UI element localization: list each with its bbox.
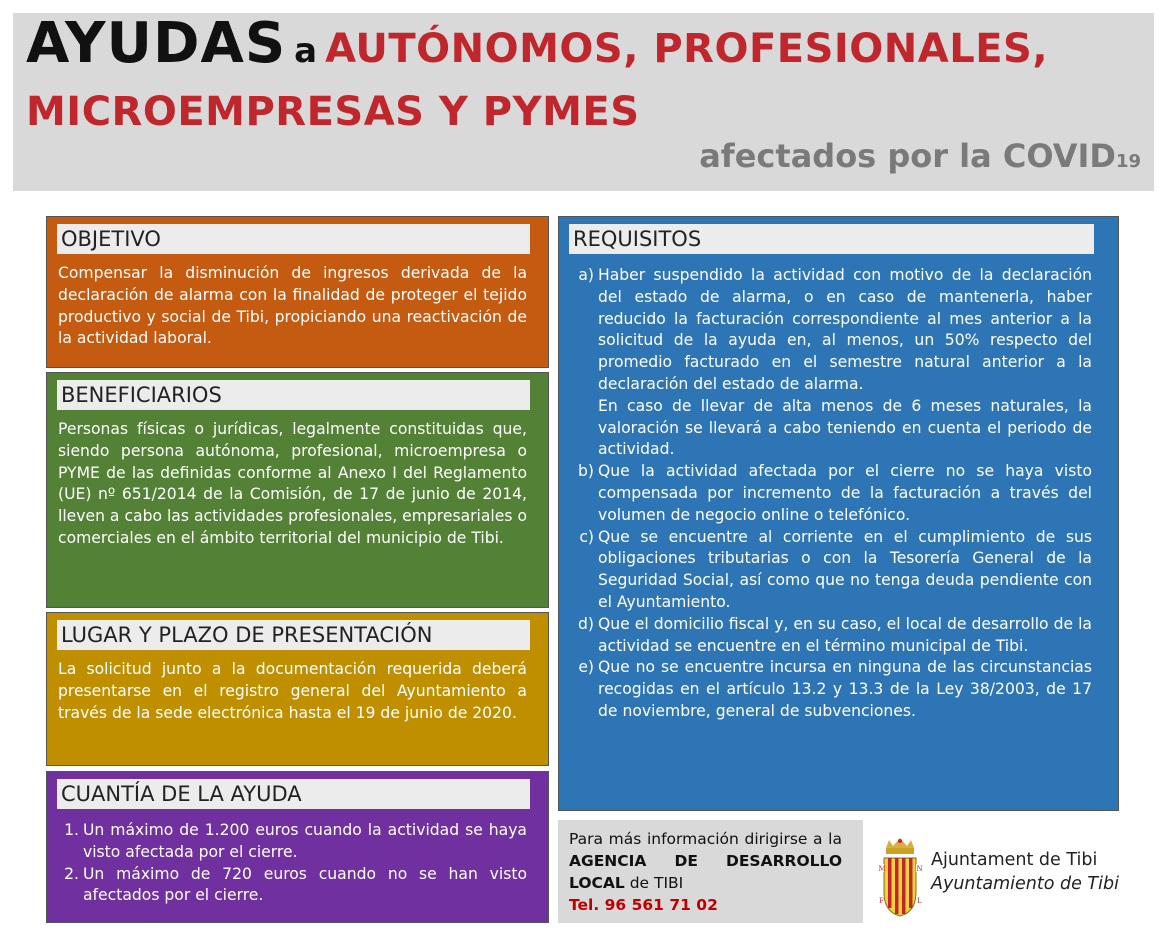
list-marker: 1.: [64, 821, 79, 839]
objetivo-text: Compensar la disminución de ingresos derivada de la declaración de alarma con la finalidad de proteger el tejido productivo y social de Tibi, propiciando una reactivación de la actividad laboral.: [58, 264, 527, 348]
title-line-2: MICROEMPRESAS Y PYMES: [26, 89, 640, 135]
title-line-1: [26, 11, 1049, 76]
lugar-text: La solicitud junto a la documentación requerida deberá presentarse en el registro general del Ayuntamiento a través de la sede electrónica hasta el 19 de junio de 2020.: [58, 660, 527, 722]
logo-line-1: Ajuntament de Tibi: [931, 850, 1098, 870]
list-marker: 2.: [64, 864, 79, 883]
info-phone: Tel. 96 561 71 02: [569, 896, 718, 914]
list-item: [51, 820, 527, 864]
cuantia-title: CUANTÍA DE LA AYUDA: [57, 779, 530, 809]
svg-text:F: F: [879, 897, 884, 905]
list-marker: b): [578, 462, 594, 481]
list-item: [566, 461, 1092, 526]
coat-of-arms-icon: [878, 838, 922, 918]
requisitos-box: [558, 216, 1119, 811]
title-ayudas: AYUDAS: [26, 11, 287, 76]
title-autonomos: AUTÓNOMOS, PROFESIONALES,: [325, 26, 1049, 72]
svg-text:N: N: [916, 865, 923, 873]
beneficiarios-box: [46, 372, 549, 608]
beneficiarios-title: BENEFICIARIOS: [57, 380, 530, 410]
list-item: [566, 614, 1092, 658]
logo-line-2: Ayuntamiento de Tibi: [931, 874, 1119, 894]
list-marker: d): [578, 614, 594, 633]
list-item-text: Que el domicilio fiscal y, en su caso, el local de desarrollo de la actividad se encuentre en el término municipal de Tibi.: [598, 614, 1092, 655]
objetivo-title: OBJETIVO: [57, 224, 530, 254]
list-marker: a): [578, 266, 594, 284]
svg-text:L: L: [917, 897, 922, 905]
info-box: [558, 820, 863, 923]
title-line-3: [699, 137, 1141, 175]
objetivo-box: [46, 216, 549, 368]
list-item-text: Que no se encuentre incursa en ninguna de las circunstancias recogidas en el artículo 13.2 y 13.3 de la Ley 38/2003, de 17 de noviembre, general de subvenciones.: [598, 658, 1092, 720]
list-item-text: Un máximo de 720 euros cuando no se han visto afectados por el cierre.: [83, 864, 527, 905]
ayuntamiento-logo: [878, 838, 1118, 918]
lugar-title: LUGAR Y PLAZO DE PRESENTACIÓN: [57, 620, 530, 650]
title-afectados: afectados por la COVID: [699, 137, 1116, 175]
lugar-box: [46, 612, 549, 766]
info-post: de TIBI: [629, 874, 684, 892]
requisitos-list: [566, 265, 1092, 723]
list-item-text: Haber suspendido la actividad con motivo de la declaración del estado de alarma, o en caso de mantenerla, haber reducido la facturación correspondiente al mes anterior a la solicitud de la ayuda en, al menos, un 50% respecto del promedio facturado en el semestre natural anterior a la declaración del estado de alarma.: [598, 266, 1092, 393]
list-item-extra-text: En caso de llevar de alta menos de 6 meses naturales, la valoración se llevará a cabo teniendo en cuenta el periodo de actividad.: [598, 396, 1092, 459]
cuantia-box: [46, 771, 549, 923]
list-item-text: Que la actividad afectada por el cierre no se haya visto compensada por incremento de la facturación a través del volumen de negocio online o telefónico.: [598, 462, 1092, 524]
info-pre: Para más información dirigirse a la: [569, 830, 842, 848]
list-item-text: Un máximo de 1.200 euros cuando la actividad se haya visto afectada por el cierre.: [83, 821, 527, 861]
beneficiarios-text: Personas físicas o jurídicas, legalmente constituidas que, siendo persona autónoma, profesional, microempresa o PYME de las definidas conforme al Anexo I del Reglamento (UE) nº 651/2014 de la Comisión, de 17 de junio de 2014, lleven a cabo las actividades profesionales, empresariales o comerciales en el ámbito territorial del municipio de Tibi.: [58, 420, 527, 547]
svg-text:M: M: [878, 865, 886, 873]
list-item: [566, 527, 1092, 614]
list-marker: c): [579, 527, 594, 546]
list-marker: e): [578, 658, 594, 677]
info-text: [569, 828, 842, 916]
title-a: a: [294, 31, 318, 71]
info-agency: AGENCIA DE DESARROLLO LOCAL: [569, 852, 842, 892]
requisitos-title: REQUISITOS: [569, 224, 1094, 254]
list-item-text: Que se encuentre al corriente en el cumplimiento de sus obligaciones tributarias o con la Tesorería General de la Seguridad Social, así como que no tenga deuda pendiente con el Ayuntamiento.: [598, 527, 1092, 611]
cuantia-list: [51, 820, 527, 907]
title-covid-number: 19: [1115, 151, 1141, 172]
list-item: [566, 265, 1092, 461]
list-item: [566, 657, 1092, 722]
list-item: [51, 864, 527, 908]
